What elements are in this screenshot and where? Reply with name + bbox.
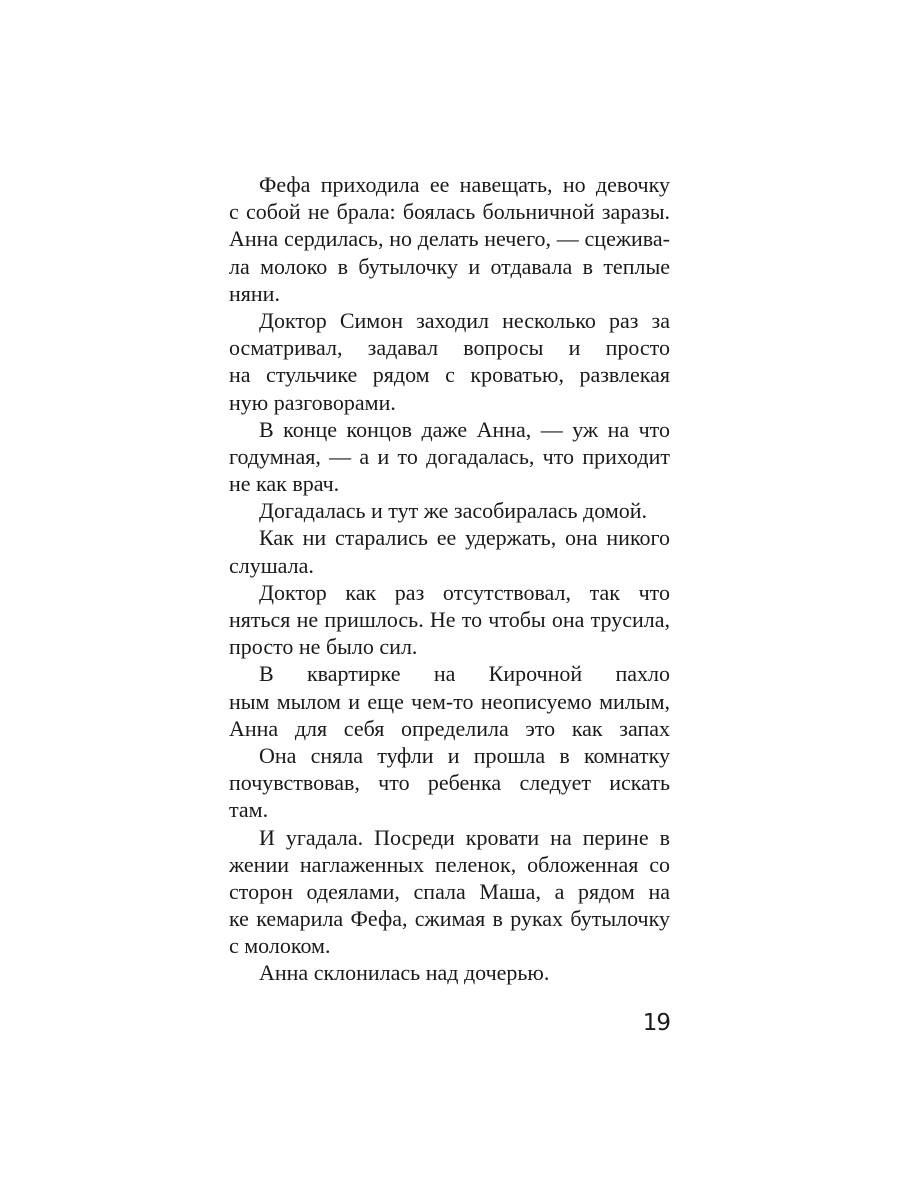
text-line: слушала. [229,552,314,578]
text-line: Анна для себя определила это как запах [229,715,670,741]
text-line: ла молоко в бутылочку и отдавала в теплые [229,253,670,279]
page-number: 19 [642,1010,670,1036]
text-line: Доктор как раз отсутствовал, так что [259,579,670,605]
text-line: Она сняла туфли и прошла в комнатку [259,742,670,768]
text-line: годумная, — а и то догадалась, что приходит [229,443,670,469]
body-text [229,171,670,987]
text-line: Анна сердилась, но делать нечего, — сцежива- [229,226,670,252]
text-line: не как врач. [229,471,340,497]
text-line: Как ни старались ее удержать, она никого [259,525,670,551]
text-line: просто не было сил. [229,634,418,660]
text-line: Догадалась и тут же засобиралась домой. [259,498,648,524]
text-line: ке кемарила Фефа, сжимая в руках бутылочку [229,906,670,932]
text-line: В конце концов даже Анна, — уж на что [259,416,670,442]
text-line: на стульчике рядом с кроватью, развлекая [229,362,670,388]
text-line: ным мылом и еще чем-то неописуемо милым, [229,688,670,714]
text-line: няни. [229,280,280,306]
text-line: Анна склонилась над дочерью. [259,960,550,986]
text-line: с молоком. [229,933,331,959]
text-line: осматривал, задавал вопросы и просто [229,335,670,361]
text-line: Доктор Симон заходил несколько раз за [259,307,670,333]
text-line: Фефа приходила ее навещать, но девочку [259,172,670,197]
text-line: сторон одеялами, спала Маша, а рядом на [229,878,670,904]
text-line: там. [229,797,269,823]
text-line: няться не пришлось. Не то чтобы она трусила, [229,607,670,632]
text-line: В квартирке на Кирочной пахло [259,661,670,687]
text-line: И угадала. Посреди кровати на перине в [259,824,670,850]
text-line: жении наглаженных пеленок, обложенная со [229,851,670,877]
text-line: ную разговорами. [229,389,396,415]
text-line: с собой не брала: боялась больничной заразы. [229,199,670,225]
text-line: почувствовав, что ребенка следует искать [229,770,670,796]
